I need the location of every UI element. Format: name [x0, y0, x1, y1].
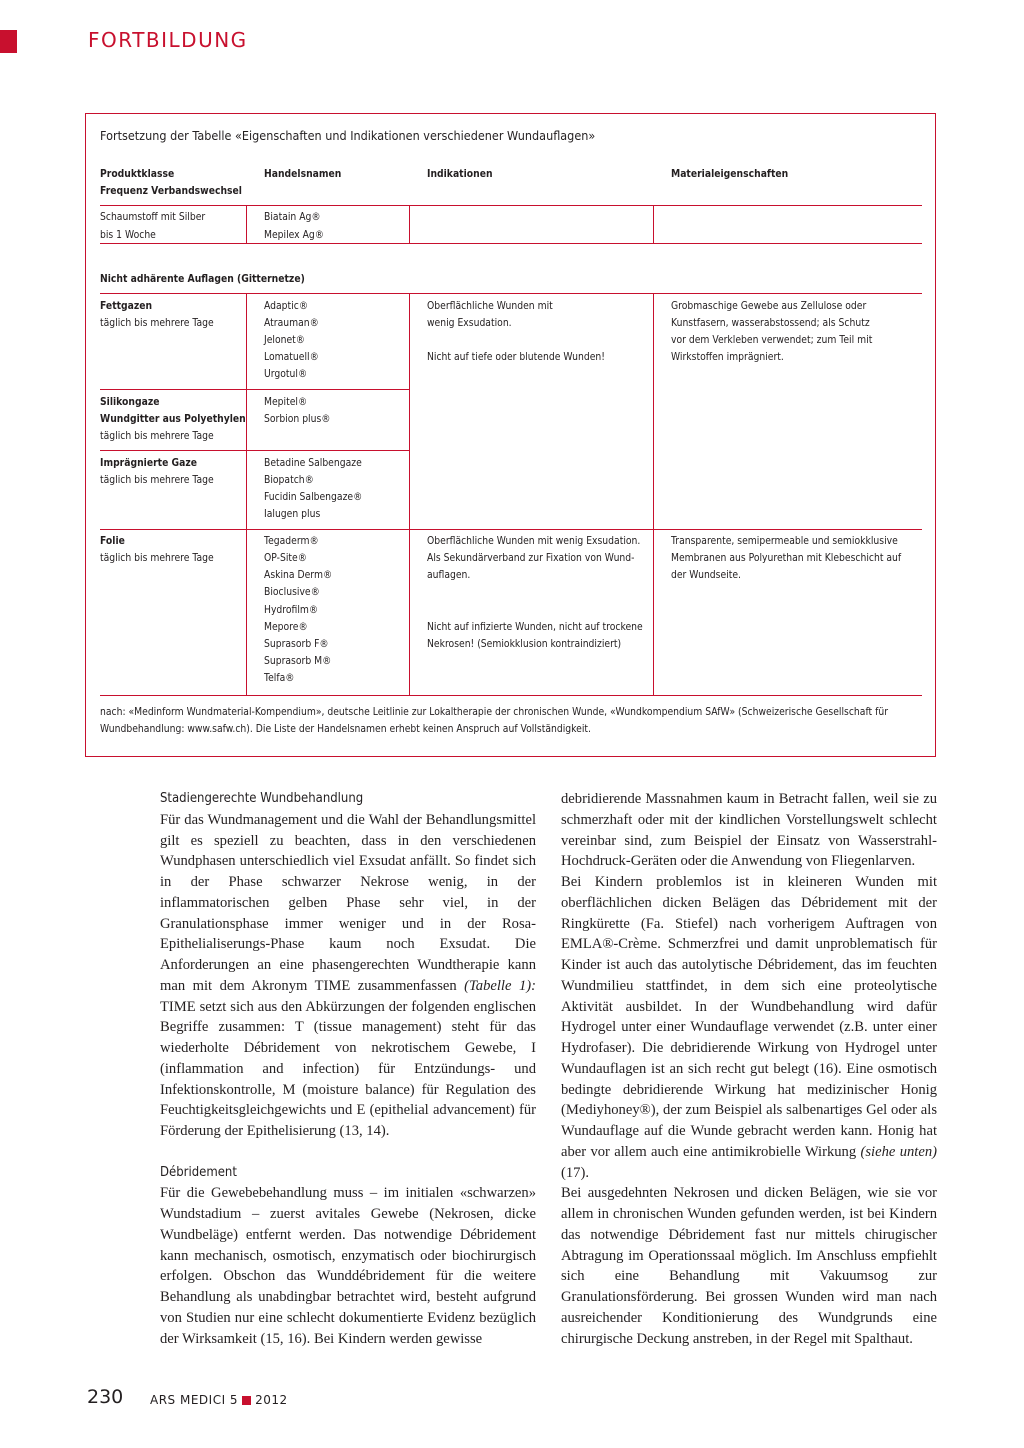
cell-product: Imprägnierte Gaze [100, 456, 198, 469]
cell-material: Kunstfasern, wasserabstossend; als Schutz [671, 316, 870, 329]
cell-product: Fettgazen [100, 299, 153, 312]
cell-frequency: täglich bis mehrere Tage [100, 316, 214, 329]
cell-frequency: bis 1 Woche [100, 228, 156, 241]
cell-frequency: täglich bis mehrere Tage [100, 429, 214, 442]
section-marker [0, 30, 17, 53]
journal-info [150, 1393, 288, 1407]
cell-tradename: Urgotul® [264, 367, 308, 380]
col-header-indikationen: Indikationen [427, 167, 493, 180]
cell-indication: Oberflächliche Wunden mit wenig Exsudation. [427, 534, 641, 547]
square-icon [242, 1396, 251, 1405]
cell-product: Silikongaze [100, 395, 160, 408]
col-header-materialeigenschaften: Materialeigenschaften [671, 167, 789, 180]
header-divider [100, 205, 922, 206]
cell-tradename: Ialugen plus [264, 507, 321, 520]
section-title: FORTBILDUNG [88, 28, 248, 52]
cell-frequency: täglich bis mehrere Tage [100, 473, 214, 486]
cell-tradename: Lomatuell® [264, 350, 319, 363]
cell-material: Grobmaschige Gewebe aus Zellulose oder [671, 299, 867, 312]
col-divider [653, 206, 654, 243]
col-header-frequenz: Frequenz Verbandswechsel [100, 184, 242, 197]
cell-product: Wundgitter aus Polyethylen [100, 412, 246, 425]
cell-tradename: Tegaderm® [264, 534, 319, 547]
col-divider [246, 206, 247, 243]
table-source-note: Wundbehandlung: www.safw.ch). Die Liste der Handelsnamen erhebt keinen Anspruch auf Vollständigkeit. [100, 722, 591, 735]
cell-tradename: Mepore® [264, 620, 308, 633]
table-caption: Fortsetzung der Tabelle «Eigenschaften und Indikationen verschiedener Wundauflagen» [100, 128, 596, 143]
cell-tradename: Hydrofilm® [264, 603, 319, 616]
cell-tradename: Suprasorb F® [264, 637, 329, 650]
paragraph: Für die Gewebebehandlung muss – im initialen «schwarzen» Wundstadium – zuerst avitales Gewebe (Nekrosen, dicke Wundbeläge) entfernt werden. Das notwendige Débridement kann mechanisch, osmotisch, enzymatisch oder biochirurgisch erfolgen. Obschon das Wunddébridement für die weitere Behandlung als unabdingbar betrachtet wird, besteht aufgrund von Studien nur eine schlecht dokumentierte Evidenz bezüglich der Wirksamkeit (15, 16). Bei Kindern werden gewisse [160, 1185, 536, 1347]
cell-tradename: Mepilex Ag® [264, 228, 325, 241]
cell-indication: Nicht auf infizierte Wunden, nicht auf trockene [427, 620, 643, 633]
cell-tradename: Telfa® [264, 671, 295, 684]
cell-tradename: OP-Site® [264, 551, 307, 564]
cell-tradename: Fucidin Salbengaze® [264, 490, 363, 503]
journal-year: 2012 [255, 1393, 288, 1407]
cell-indication: Nekrosen! (Semiokklusion kontraindiziert) [427, 637, 622, 650]
cell-tradename: Jelonet® [264, 333, 306, 346]
cell-material: vor dem Verkleben verwendet; zum Teil mit [671, 333, 873, 346]
paragraph: Für das Wundmanagement und die Wahl der Behandlungsmittel gilt es speziell zu beachten, dass in den verschiedenen Wundphasen unterschiedlich viel Exsudat anfällt. So findet sich in der Phase schwarzer Nekrose wenig, in der inflammatorischen gelben Phase sehr viel, in der Granulationsphase immer weniger und in der Rosa-Epithelialiserungs-Phase kaum noch Exsudat. Die Anforderungen an eine phasengerechten Wundtherapie kann man mit dem Akronym TIME zusammenfassen (Tabelle 1): TIME setzt sich aus den Abkürzungen der folgenden englischen Begriffe zusammen: T (tissue management) steht für das wiederholte Débridement von nekrotischem Gewebe, I (inflammation and infection) für Entzündungs- und Infektionskontrolle, M (moisture balance) für Regulation des Feuchtigkeitsgleichgewichts und E (epithelial advancement) für Förderung der Epithelisierung (13, 14). [160, 811, 536, 1139]
cell-tradename: Askina Derm® [264, 568, 333, 581]
cell-tradename: Suprasorb M® [264, 654, 332, 667]
cell-frequency: täglich bis mehrere Tage [100, 551, 214, 564]
cell-indication: wenig Exsudation. [427, 316, 512, 329]
cell-tradename: Biatain Ag® [264, 210, 321, 223]
col-header-produktklasse: Produktklasse [100, 167, 175, 180]
row-divider [100, 389, 409, 390]
col-header-handelsnamen: Handelsnamen [264, 167, 342, 180]
cell-tradename: Bioclusive® [264, 585, 320, 598]
cell-material: Wirkstoffen imprägniert. [671, 350, 784, 363]
table-section-title: Nicht adhärente Auflagen (Gitternetze) [100, 272, 305, 285]
heading-stadiengerechte-wundbehandlung: Stadiengerechte Wundbehandlung [160, 791, 364, 806]
cell-product: Folie [100, 534, 125, 547]
col-divider [653, 294, 654, 695]
col-divider [246, 294, 247, 695]
col-divider [409, 206, 410, 243]
paragraph: Bei ausgedehnten Nekrosen und dicken Belägen, wie sie vor allem in chronischen Wunden gefunden werden, ist bei Kindern das notwendige Débridement fast nur mittels chirugischer Abtragung im Operationssaal möglich. Im Anschluss empfiehlt sich eine Behandlung mit Vakuumsog zur Granulationsförderung. Bei grossen Wunden wird man nach ausreichender Konditionierung des Wundgrunds eine chirurgische Deckung anstreben, in der Regel mit Spalthaut. [561, 1185, 937, 1347]
col-divider [409, 294, 410, 695]
body-column-left [160, 789, 536, 1349]
cell-indication: Oberflächliche Wunden mit [427, 299, 553, 312]
heading-debridement: Débridement [160, 1164, 237, 1180]
cell-product: Schaumstoff mit Silber [100, 210, 206, 223]
body-column-right [561, 789, 937, 1349]
cell-material: der Wundseite. [671, 568, 741, 581]
cell-indication: Nicht auf tiefe oder blutende Wunden! [427, 350, 605, 363]
paragraph: Bei Kindern problemlos ist in kleineren Wunden mit oberflächlichen dicken Belägen das Débridement mit der Ringkürette (Fa. Stiefel) nach vorherigem Auftragen von EMLA®-Crème. Schmerzfrei und damit unproblematisch für Kinder ist auch das autolytische Débridement, das im feuchten Wundmilieu stattfindet, in dem sich eine proteolytische Aktivität ausbildet. In der Wundbehandlung wird dafür Hydrogel unter einer Wundauflage verwendet (z.B. unter einer Hydrofaser). Die debridierende Wirkung von Hydrogel unter Wundauflagen ist an sich recht gut belegt (16). Eine osmotisch bedingte debridierende Wirkung hat medizinischer Honig (Mediyhoney®), der zum Beispiel als salbenartiges Gel oder als Wundauflage auf die Wunde gebracht werden kann. Honig hat aber vor allem auch eine antimikrobielle Wirkung (siehe unten) (17). [561, 874, 937, 1181]
row-divider [100, 529, 922, 530]
cell-material: Membranen aus Polyurethan mit Klebeschicht auf [671, 551, 902, 564]
cell-tradename: Sorbion plus® [264, 412, 331, 425]
cell-indication: auflagen. [427, 568, 471, 581]
row-divider [100, 243, 922, 244]
cell-material: Transparente, semipermeable und semiokklusive [671, 534, 898, 547]
cell-tradename: Atrauman® [264, 316, 319, 329]
row-divider [100, 450, 409, 451]
cell-tradename: Betadine Salbengaze [264, 456, 362, 469]
cell-tradename: Biopatch® [264, 473, 314, 486]
cell-indication: Als Sekundärverband zur Fixation von Wund- [427, 551, 635, 564]
footer-divider [100, 695, 922, 696]
page-number: 230 [87, 1386, 124, 1408]
journal-name: ARS MEDICI 5 [150, 1393, 239, 1407]
cell-tradename: Mepitel® [264, 395, 308, 408]
cell-tradename: Adaptic® [264, 299, 309, 312]
table-source-note: nach: «Medinform Wundmaterial-Kompendium», deutsche Leitlinie zur Lokaltherapie der chronischen Wunde, «Wundkompendium SAfW» (Schweizerische Gesellschaft für [100, 705, 888, 718]
paragraph: debridierende Massnahmen kaum in Betracht fallen, weil sie zu schmerzhaft oder mit der kindlichen Vorstellungswelt schlecht vereinbar sind, zum Beispiel der Einsatz von Wasserstrahl-Hochdruck-Geräten oder die Anwendung von Fliegenlarven. [561, 791, 937, 870]
section-divider [100, 293, 922, 294]
